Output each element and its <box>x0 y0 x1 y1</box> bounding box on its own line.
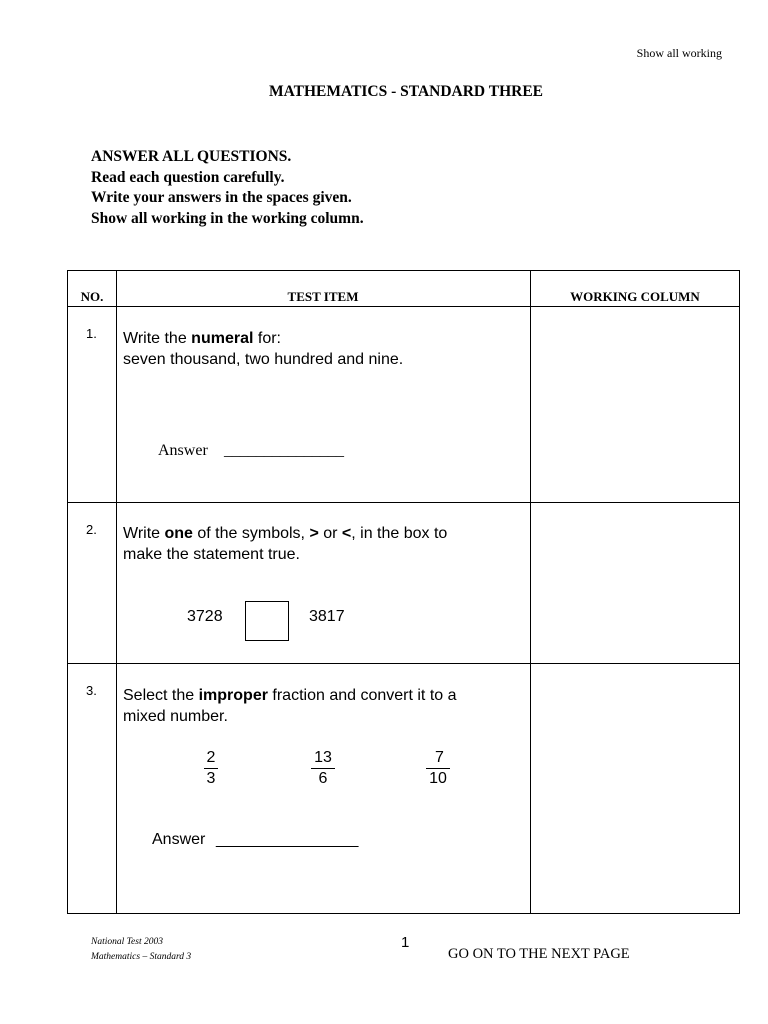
table-border-top <box>67 270 740 271</box>
table-column-divider <box>530 270 531 914</box>
instruction-line: Write your answers in the spaces given. <box>91 189 352 206</box>
table-border-bottom <box>67 913 740 914</box>
answer-field[interactable]: ________________ <box>216 831 359 848</box>
fraction-option: $\frac{2}{3}$ <box>196 748 226 789</box>
left-number: 3728 <box>187 608 223 625</box>
answer-label: Answer <box>152 831 206 848</box>
fraction-option: $\frac{13}{6}$ <box>305 748 341 789</box>
table-column-divider <box>116 270 117 914</box>
answer-label: Answer <box>158 442 208 459</box>
table-row-divider <box>67 663 740 664</box>
page-number: 1 <box>401 934 410 951</box>
instruction-line: ANSWER ALL QUESTIONS. <box>91 148 292 165</box>
instruction-line: Show all working in the working column. <box>91 209 364 227</box>
answer-field[interactable]: _______________ <box>224 442 344 459</box>
table-row-divider <box>67 502 740 503</box>
footer-test-name: National Test 2003 <box>91 937 163 947</box>
table-header-divider <box>67 306 740 307</box>
table-border-right <box>739 270 740 914</box>
question-number: 3. <box>86 683 97 698</box>
instructions <box>91 147 364 229</box>
question-text: Write one of the symbols, > or <, in the box to make the statement true. <box>123 525 448 563</box>
show-all-working-note: Show all working <box>636 46 722 60</box>
column-header-test-item: TEST ITEM <box>287 289 359 304</box>
question-text: Write the numeral for: seven thousand, two hundred and nine. <box>123 330 404 368</box>
footer-subject: Mathematics – Standard 3 <box>91 952 192 962</box>
column-header-no: NO. <box>80 289 104 304</box>
footer-source <box>91 935 191 965</box>
fraction-option: $\frac{7}{10}$ <box>421 748 455 789</box>
question-text: Select the improper fraction and convert it to a mixed number. <box>123 687 457 725</box>
question-number: 1. <box>86 326 97 341</box>
page-title: MATHEMATICS - STANDARD THREE <box>268 83 543 100</box>
instruction-line: Read each question carefully. <box>91 168 285 186</box>
symbol-answer-box[interactable] <box>245 601 289 641</box>
go-next-page-note: GO ON TO THE NEXT PAGE <box>448 946 630 962</box>
column-header-working-column: WORKING COLUMN <box>570 289 700 304</box>
table-border-left <box>67 270 68 914</box>
question-number: 2. <box>86 522 97 537</box>
right-number: 3817 <box>309 608 345 625</box>
